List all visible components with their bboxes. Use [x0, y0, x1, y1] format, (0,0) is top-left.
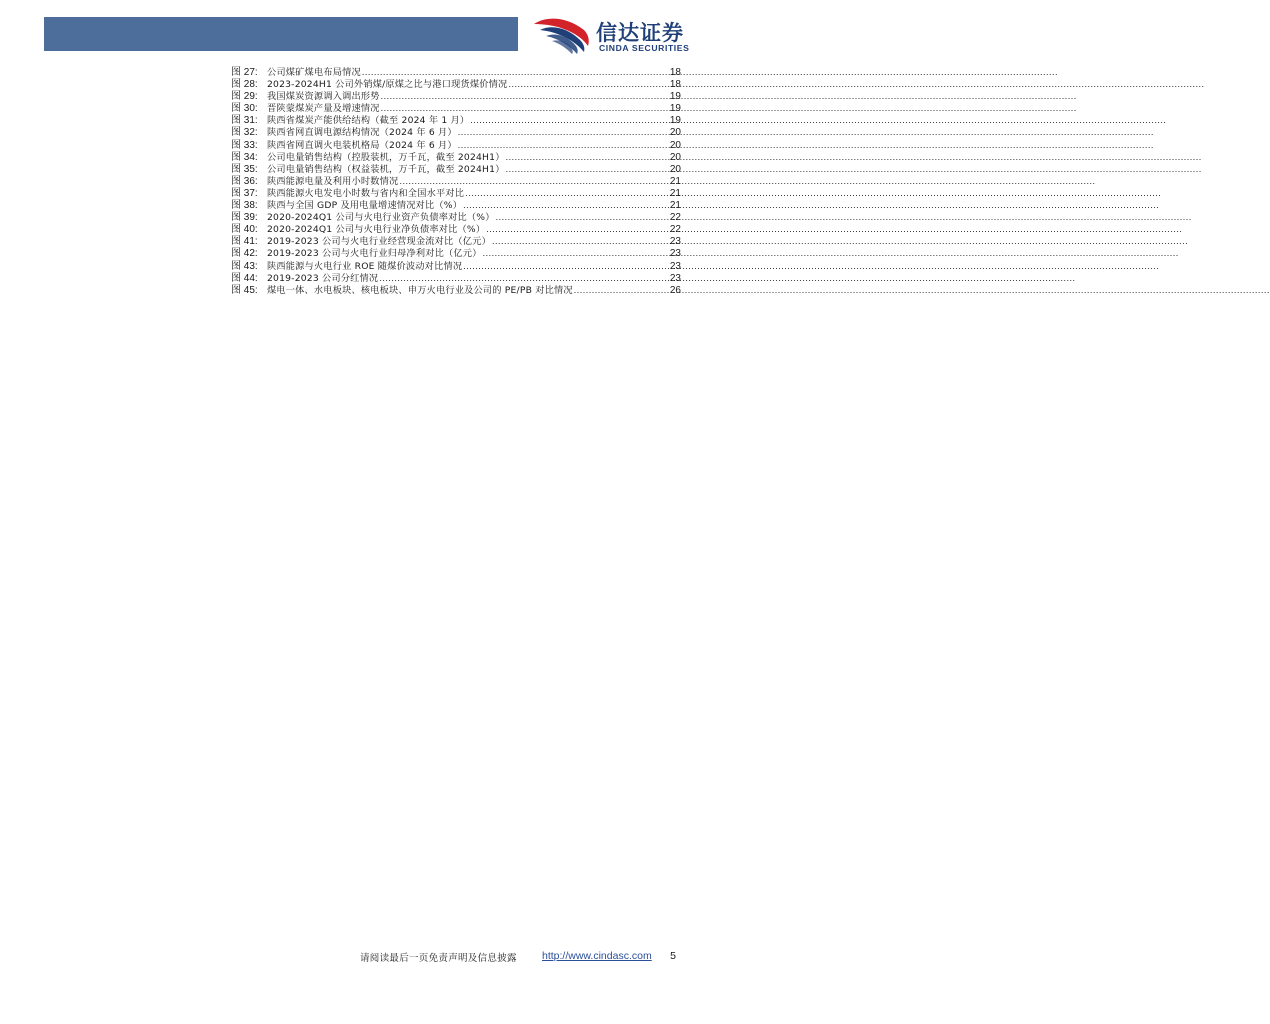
figure-label: 图 32:: [231, 127, 258, 139]
dot-leader: [399, 175, 668, 187]
cinda-emblem-icon: [530, 14, 592, 56]
figure-title: 晋陕蒙煤炭产量及增速情况: [267, 103, 380, 115]
figure-label: 图 30:: [231, 103, 258, 115]
dot-leader: [508, 78, 668, 90]
figure-list-item[interactable]: [231, 199, 681, 211]
figure-page-number: 26: [669, 284, 681, 296]
brand-name-cn: 信达证券: [596, 21, 684, 45]
figure-label: 图 33:: [231, 139, 258, 151]
dot-leader: [506, 151, 669, 163]
figure-list-item[interactable]: [231, 247, 681, 259]
page-footer: [360, 950, 680, 964]
figure-page-number: 20: [669, 151, 681, 163]
figure-title: 公司电量销售结构（控股装机，万千瓦，截至 2024H1）: [267, 151, 505, 163]
dot-leader: [574, 284, 669, 296]
figure-list-item[interactable]: [231, 175, 681, 187]
figure-title: 公司煤矿煤电布局情况: [267, 67, 361, 78]
figure-label: 图 39:: [231, 212, 258, 224]
figure-page-number: 23: [669, 260, 681, 272]
figure-label: 图 36:: [231, 175, 258, 187]
figure-title: 煤电一体、水电板块、核电板块、申万火电行业及公司的 PE/PB 对比情况: [267, 284, 573, 296]
figure-label: 图 42:: [231, 248, 258, 260]
figure-list: [231, 66, 681, 296]
figure-label: 图 45:: [231, 284, 258, 296]
dot-leader: [486, 223, 669, 235]
website-link[interactable]: http://www.cindasc.com: [542, 950, 652, 962]
figure-list-item[interactable]: [231, 163, 681, 175]
figure-label: 图 44:: [231, 272, 258, 284]
dot-leader: [470, 114, 669, 126]
dot-leader: [496, 211, 669, 223]
figure-label: 图 38:: [231, 200, 258, 212]
figure-title: 2019-2023 公司分红情况: [267, 272, 379, 284]
figure-page-number: 23: [669, 272, 681, 284]
figure-page-number: 22: [669, 224, 681, 236]
figure-label: 图 28:: [231, 79, 258, 91]
figure-label: 图 31:: [231, 115, 258, 127]
figure-label: 图 41:: [231, 236, 258, 248]
dot-leader: [463, 260, 669, 272]
figure-list-item[interactable]: [231, 211, 681, 223]
figure-page-number: 23: [669, 236, 681, 248]
figure-page-number: 21: [669, 200, 681, 212]
dot-leader: [458, 139, 669, 151]
dot-leader: [458, 126, 669, 138]
figure-list-item[interactable]: [231, 235, 681, 247]
figure-page-number: 23: [669, 248, 681, 260]
figure-list-item[interactable]: [231, 260, 681, 272]
figure-title: 陕西能源火电发电小时数与省内和全国水平对比: [267, 187, 465, 199]
figure-label: 图 35:: [231, 163, 258, 175]
disclaimer-note: 请阅读最后一页免责声明及信息披露: [360, 953, 517, 964]
figure-list-item[interactable]: [231, 78, 681, 90]
figure-page-number: 18: [669, 67, 681, 78]
figure-label: 图 27:: [231, 67, 258, 78]
dot-leader: [362, 66, 669, 78]
figure-label: 图 29:: [231, 91, 258, 103]
dot-leader: [465, 187, 669, 199]
figure-list-item[interactable]: [231, 187, 681, 199]
figure-page-number: 18: [669, 79, 681, 91]
figure-page-number: 20: [669, 127, 681, 139]
dot-leader: [492, 235, 669, 247]
figure-title: 公司电量销售结构（权益装机，万千瓦，截至 2024H1）: [267, 163, 505, 175]
figure-page-number: 20: [669, 163, 681, 175]
figure-title: 2019-2023 公司与火电行业经营现金流对比（亿元）: [267, 236, 491, 248]
figure-page-number: 21: [669, 187, 681, 199]
figure-label: 图 40:: [231, 224, 258, 236]
figure-list-item[interactable]: [231, 223, 681, 235]
figure-list-item[interactable]: [231, 66, 681, 78]
figure-list-item[interactable]: [231, 272, 681, 284]
figure-title: 陕西与全国 GDP 及用电量增速情况对比（%）: [267, 200, 463, 212]
figure-list-item[interactable]: [231, 114, 681, 126]
dot-leader: [381, 90, 669, 102]
figure-page-number: 20: [669, 139, 681, 151]
figure-title: 2020-2024Q1 公司与火电行业净负债率对比（%）: [267, 224, 486, 236]
header-band: [44, 17, 518, 51]
dot-leader: [506, 163, 669, 175]
figure-title: 2019-2023 公司与火电行业归母净利对比（亿元）: [267, 248, 482, 260]
figure-title: 2020-2024Q1 公司与火电行业资产负债率对比（%）: [267, 212, 495, 224]
figure-label: 图 37:: [231, 187, 258, 199]
dot-leader: [483, 247, 669, 259]
dot-leader: [463, 199, 669, 211]
figure-title: 陕西能源电量及利用小时数情况: [267, 175, 399, 187]
figure-page-number: 19: [669, 103, 681, 115]
brand-name-en: CINDA SECURITIES: [599, 43, 690, 53]
figure-label: 图 34:: [231, 151, 258, 163]
dot-leader: [381, 102, 669, 114]
figure-list-item[interactable]: [231, 126, 681, 138]
page-number: 5: [670, 950, 676, 962]
figure-title: 陕西省网直调电源结构情况（2024 年 6 月）: [267, 127, 457, 139]
figure-list-item[interactable]: [231, 90, 681, 102]
figure-label: 图 43:: [231, 260, 258, 272]
figure-list-item[interactable]: [231, 284, 681, 296]
figure-list-item[interactable]: [231, 151, 681, 163]
brand-logo: [530, 14, 710, 56]
figure-title: 我国煤炭资源调入调出形势: [267, 91, 380, 103]
figure-title: 陕西省网直调火电装机格局（2024 年 6 月）: [267, 139, 457, 151]
dot-leader: [379, 272, 669, 284]
figure-page-number: 21: [669, 175, 681, 187]
figure-title: 陕西省煤炭产能供给结构（截至 2024 年 1 月）: [267, 115, 470, 127]
figure-title: 陕西能源与火电行业 ROE 随煤价波动对比情况: [267, 260, 463, 272]
figure-title: 2023-2024H1 公司外销煤/原煤之比与港口现货煤价情况: [267, 79, 508, 91]
figure-list-item[interactable]: [231, 139, 681, 151]
figure-list-item[interactable]: [231, 102, 681, 114]
figure-page-number: 19: [669, 115, 681, 127]
figure-page-number: 19: [669, 91, 681, 103]
figure-page-number: 22: [669, 212, 681, 224]
